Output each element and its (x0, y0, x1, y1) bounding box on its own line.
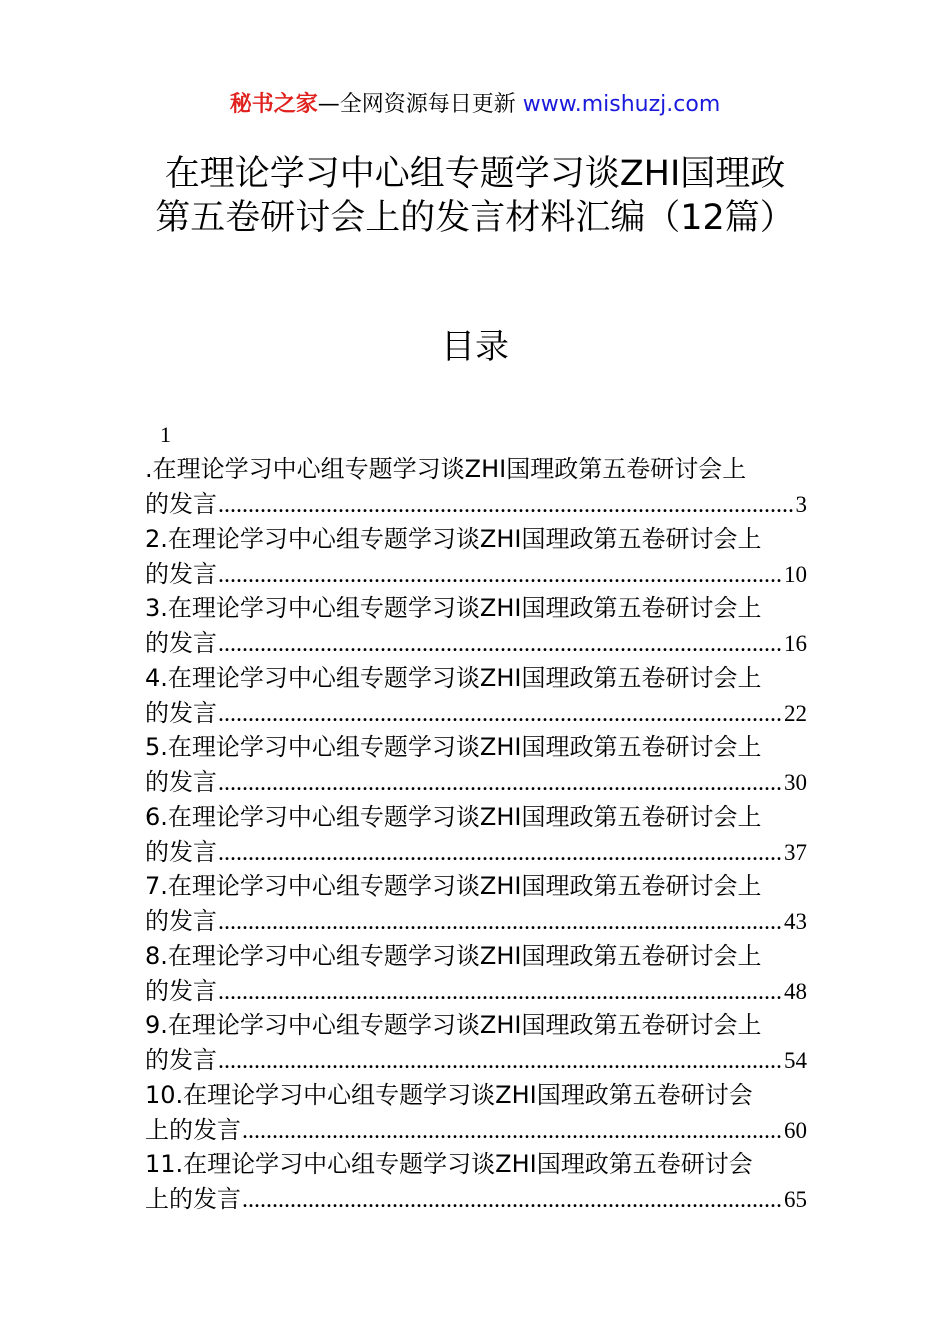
toc-entry-continuation (145, 904, 807, 939)
toc-entry[interactable] (145, 730, 807, 800)
toc-entry[interactable] (145, 591, 807, 661)
toc-entry[interactable] (145, 869, 807, 939)
toc-entry-title: 4.在理论学习中心组专题学习谈ZHI国理政第五卷研讨会上 (145, 663, 762, 692)
toc-entry-title-continuation: 的发言 (145, 559, 217, 588)
toc-dot-leader (218, 697, 783, 732)
toc-entry-continuation (145, 1043, 807, 1078)
toc-entry[interactable] (145, 1008, 807, 1078)
site-name: 秘书之家 (229, 92, 318, 117)
toc-dot-leader (218, 627, 783, 662)
document-title-line-2: 第五卷研讨会上的发言材料汇编（12篇） (155, 198, 795, 238)
toc-entry-continuation (145, 557, 807, 592)
toc-dot-leader (218, 488, 795, 523)
toc-entry-continuation (145, 1182, 807, 1217)
toc-page-number: 48 (784, 978, 807, 1004)
site-header (0, 89, 950, 121)
toc-entry-title-continuation: 上的发言 (145, 1115, 241, 1144)
toc-heading: 目录 (441, 327, 509, 367)
toc-entry-title-continuation: 上的发言 (145, 1185, 241, 1213)
toc-entry-title: 2.在理论学习中心组专题学习谈ZHI国理政第五卷研讨会上 (145, 524, 762, 553)
toc-entry-continuation (145, 835, 807, 870)
toc-page-number: 30 (784, 770, 807, 795)
toc-dot-leader (242, 1114, 783, 1149)
table-of-contents (145, 418, 807, 1217)
toc-entry-title-continuation: 的发言 (145, 768, 217, 796)
toc-entry-title-continuation: 的发言 (145, 1046, 217, 1074)
toc-dot-leader (242, 1183, 783, 1218)
toc-entry-title: 10.在理论学习中心组专题学习谈ZHI国理政第五卷研讨会 (145, 1080, 753, 1109)
toc-page-number: 37 (784, 839, 807, 865)
toc-entry-title: .在理论学习中心组专题学习谈ZHI国理政第五卷研讨会上 (145, 455, 747, 483)
toc-entry-title: 3.在理论学习中心组专题学习谈ZHI国理政第五卷研讨会上 (145, 594, 762, 622)
toc-page-number: 43 (784, 909, 807, 934)
toc-entry-continuation (145, 696, 807, 731)
toc-entry-title: 8.在理论学习中心组专题学习谈ZHI国理政第五卷研讨会上 (145, 941, 762, 970)
toc-entry-continuation (145, 1113, 807, 1148)
toc-page-number: 16 (784, 631, 807, 656)
toc-first-number: 1 (160, 422, 171, 447)
toc-entry-continuation (145, 974, 807, 1009)
toc-entry-continuation (145, 765, 807, 800)
toc-page-number: 3 (795, 492, 807, 517)
toc-entry-title: 6.在理论学习中心组专题学习谈ZHI国理政第五卷研讨会上 (145, 802, 762, 831)
toc-entry[interactable] (145, 939, 807, 1009)
site-tagline: —全网资源每日更新 (317, 92, 516, 117)
toc-dot-leader (218, 975, 783, 1010)
toc-entry-title-continuation: 的发言 (145, 837, 217, 866)
site-url-link[interactable]: www.mishuzj.com (522, 92, 721, 117)
toc-entry-title: 5.在理论学习中心组专题学习谈ZHI国理政第五卷研讨会上 (145, 733, 762, 761)
toc-page-number: 54 (784, 1048, 807, 1073)
toc-page-number: 10 (784, 561, 807, 587)
toc-entry-title-continuation: 的发言 (145, 976, 217, 1005)
toc-entry[interactable] (145, 452, 807, 522)
toc-entry[interactable] (145, 800, 807, 870)
toc-entry[interactable] (145, 522, 807, 592)
toc-entry[interactable] (145, 1078, 807, 1148)
toc-entry[interactable] (145, 661, 807, 731)
toc-entry-title-continuation: 的发言 (145, 698, 217, 727)
toc-entry-title: 9.在理论学习中心组专题学习谈ZHI国理政第五卷研讨会上 (145, 1011, 762, 1039)
toc-entry[interactable] (145, 1147, 807, 1217)
toc-entry-title-continuation: 的发言 (145, 629, 217, 657)
document-title-line-1: 在理论学习中心组专题学习谈ZHI国理政 (164, 154, 786, 194)
toc-dot-leader (218, 558, 783, 593)
toc-entry-continuation (145, 626, 807, 661)
toc-dot-leader (218, 836, 783, 871)
toc-page-number: 65 (784, 1187, 807, 1212)
toc-page-number: 60 (784, 1117, 807, 1143)
toc-entry-title: 11.在理论学习中心组专题学习谈ZHI国理政第五卷研讨会 (145, 1150, 753, 1178)
toc-dot-leader (218, 905, 783, 940)
toc-dot-leader (218, 766, 783, 801)
toc-entry-title: 7.在理论学习中心组专题学习谈ZHI国理政第五卷研讨会上 (145, 872, 762, 900)
toc-entry-continuation (145, 487, 807, 522)
toc-entry-title-continuation: 的发言 (145, 490, 217, 518)
toc-page-number: 22 (784, 700, 807, 726)
toc-entry-title-continuation: 的发言 (145, 907, 217, 935)
toc-dot-leader (218, 1044, 783, 1079)
